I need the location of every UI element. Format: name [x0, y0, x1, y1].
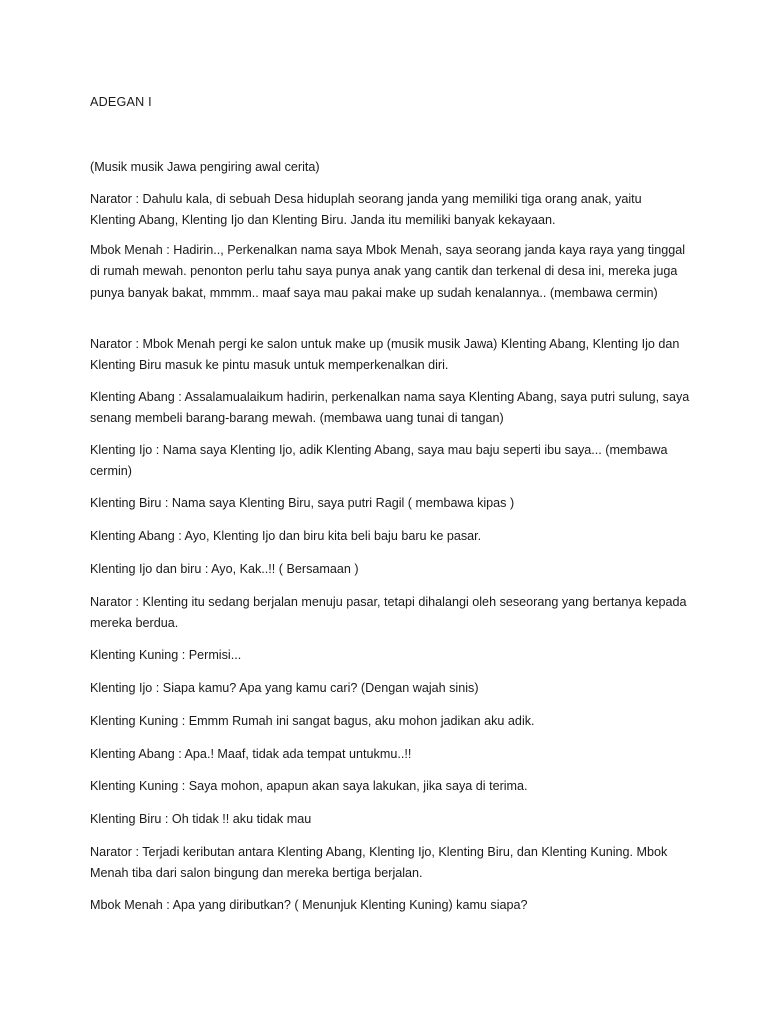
dialogue-paragraph: Klenting Abang : Apa.! Maaf, tidak ada tempat untukmu..!! [90, 747, 412, 761]
dialogue-paragraph: Klenting Biru : Oh tidak !! aku tidak mau [90, 812, 312, 826]
dialogue-paragraph: Klenting Ijo : Siapa kamu? Apa yang kamu cari? (Dengan wajah sinis) [90, 681, 479, 695]
dialogue-paragraph: Narator : Dahulu kala, di sebuah Desa hiduplah seorang janda yang memiliki tiga orang anak, yaitu Klenting Abang, Klenting Ijo dan Klenting Biru. Janda itu memiliki banyak kekayaan. [90, 192, 642, 228]
stage-direction: (Musik musik Jawa pengiring awal cerita) [90, 160, 320, 174]
dialogue-paragraph: Narator : Terjadi keributan antara Klenting Abang, Klenting Ijo, Klenting Biru, dan Klenting Kuning. Mbok Menah tiba dari salon bingung dan mereka bertiga berjalan. [90, 845, 668, 881]
scene-title: ADEGAN I [90, 95, 152, 109]
dialogue-paragraph: Klenting Kuning : Permisi... [90, 648, 242, 662]
dialogue-paragraph: Narator : Klenting itu sedang berjalan menuju pasar, tetapi dihalangi oleh seseorang yang bertanya kepada mereka berdua. [90, 595, 687, 631]
dialogue-paragraph: Mbok Menah : Hadirin.., Perkenalkan nama saya Mbok Menah, saya seorang janda kaya raya yang tinggal di rumah mewah. penonton perlu tahu saya punya anak yang cantik dan terkenal di desa ini, mereka juga punya banyak bakat, mmmm.. maaf saya mau pakai make up sudah kenalannya.. (membawa cermin) [90, 243, 686, 300]
dialogue-paragraph: Klenting Abang : Ayo, Klenting Ijo dan biru kita beli baju baru ke pasar. [90, 529, 482, 543]
dialogue-paragraph: Klenting Kuning : Saya mohon, apapun akan saya lakukan, jika saya di terima. [90, 779, 528, 793]
dialogue-paragraph: Klenting Ijo : Nama saya Klenting Ijo, adik Klenting Abang, saya mau baju seperti ibu saya... (membawa cermin) [90, 443, 668, 479]
dialogue-paragraph: Klenting Kuning : Emmm Rumah ini sangat bagus, aku mohon jadikan aku adik. [90, 714, 535, 728]
dialogue-paragraph: Klenting Abang : Assalamualaikum hadirin, perkenalkan nama saya Klenting Abang, saya putri sulung, saya senang membeli barang-barang mewah. (membawa uang tunai di tangan) [90, 390, 690, 426]
dialogue-paragraph: Klenting Biru : Nama saya Klenting Biru, saya putri Ragil ( membawa kipas ) [90, 496, 515, 510]
dialogue-paragraph: Mbok Menah : Apa yang diributkan? ( Menunjuk Klenting Kuning) kamu siapa? [90, 898, 528, 912]
dialogue-paragraph: Klenting Ijo dan biru : Ayo, Kak..!! ( Bersamaan ) [90, 562, 359, 576]
dialogue-paragraph: Narator : Mbok Menah pergi ke salon untuk make up (musik musik Jawa) Klenting Abang, Klenting Ijo dan Klenting Biru masuk ke pintu masuk untuk memperkenalkan diri. [90, 337, 680, 373]
